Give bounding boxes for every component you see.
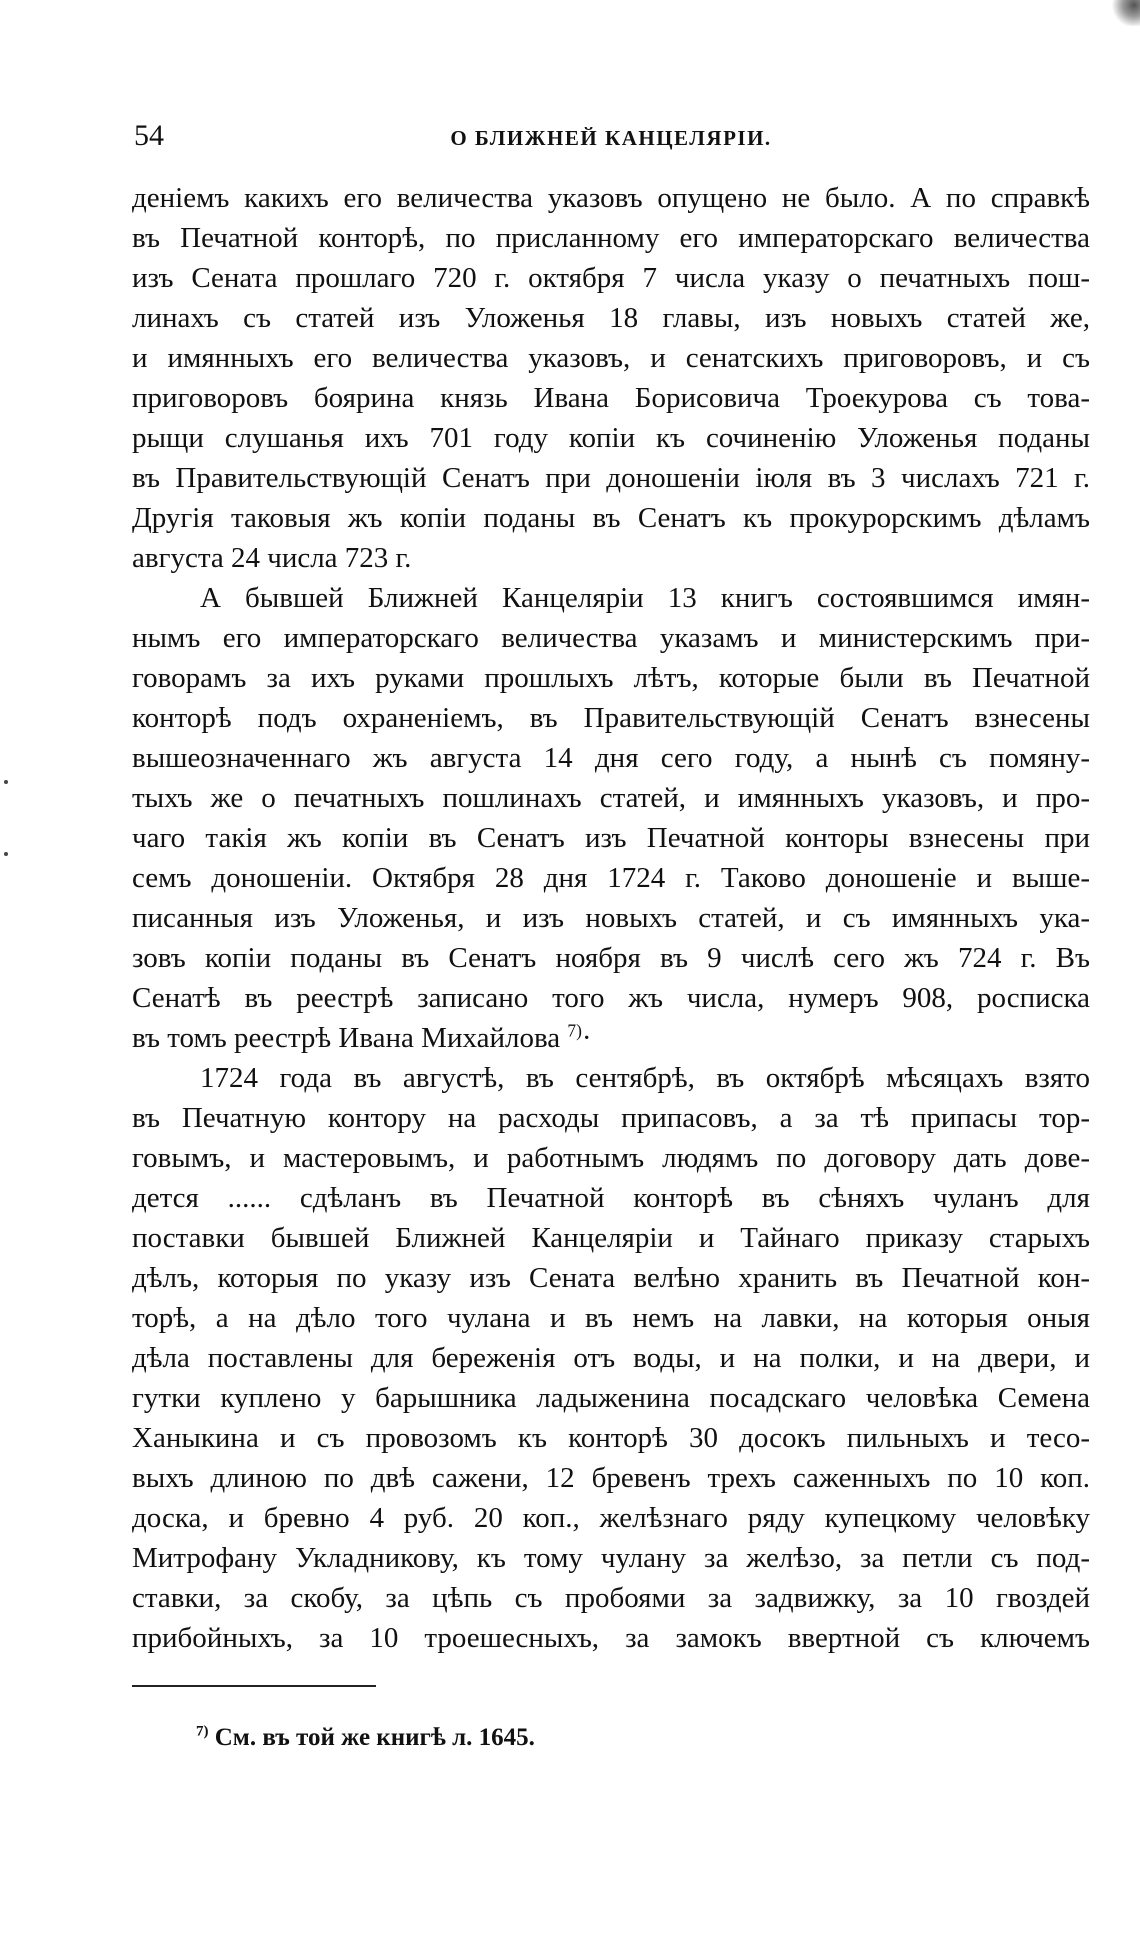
footnote-reference: 7) — [567, 1020, 582, 1041]
text-line: деніемъ какихъ его величества указовъ опущено не было. А по справкѣ — [132, 182, 1090, 214]
footnote-text: См. въ той же книгѣ л. 1645. — [214, 1724, 535, 1751]
footnote-divider — [132, 1685, 376, 1687]
text-line: чаго такія жъ копіи въ Сенатъ изъ Печатной конторы взнесены при — [132, 822, 1090, 854]
page-number: 54 — [134, 119, 164, 152]
text-line: тыхъ же о печатныхъ пошлинахъ статей, и имянныхъ указовъ, и про- — [132, 782, 1090, 814]
text-line: нымъ его императорскаго величества указамъ и министерскимъ при- — [132, 622, 1090, 654]
running-head: О БЛИЖНЕЙ КАНЦЕЛЯРІИ. — [450, 126, 772, 150]
text-line: ставки, за скобу, за цѣпь съ пробоями за задвижку, за 10 гвоздей — [132, 1582, 1090, 1614]
text-line: Ханыкина и съ провозомъ къ конторѣ 30 досокъ пильныхъ и тесо- — [132, 1422, 1090, 1454]
text-line: и имянныхъ его величества указовъ, и сенатскихъ приговоровъ, и съ — [132, 342, 1090, 374]
body-text — [132, 178, 1090, 1658]
text-line: дется ...... сдѣланъ въ Печатной конторѣ въ сѣняхъ чуланъ для — [132, 1182, 1090, 1214]
text-line: изъ Сената прошлаго 720 г. октября 7 числа указу о печатныхъ пош- — [132, 262, 1090, 294]
text-line: въ Правительствующій Сенатъ при доношеніи іюля въ 3 числахъ 721 г. — [132, 462, 1090, 494]
text-line: поставки бывшей Ближней Канцеляріи и Тайнаго приказу старыхъ — [132, 1222, 1090, 1254]
text-line: прибойныхъ, за 10 троешесныхъ, за замокъ ввертной съ ключемъ — [132, 1622, 1090, 1654]
text-line-with-footnote-ref — [132, 1018, 1090, 1058]
text-line: зовъ копіи поданы въ Сенатъ ноября въ 9 числѣ сего жъ 724 г. Въ — [132, 942, 1090, 974]
text-line: въ томъ реестрѣ Ивана Михайлова — [132, 1022, 561, 1054]
footnote — [196, 1720, 535, 1756]
text-line: вышеозначеннаго жъ августа 14 дня сего году, а нынѣ съ помяну- — [132, 742, 1090, 774]
text-line: дѣла поставлены для береженія отъ воды, и на полки, и на двери, и — [132, 1342, 1090, 1374]
text-line: Сенатѣ въ реестрѣ записано того жъ числа, нумеръ 908, росписка — [132, 982, 1090, 1014]
text-line: выхъ длиною по двѣ сажени, 12 бревенъ трехъ саженныхъ по 10 коп. — [132, 1462, 1090, 1494]
text-line: 1724 года въ августѣ, въ сентябрѣ, въ октябрѣ мѣсяцахъ взято — [200, 1062, 1090, 1094]
footnote-reference-dot: · — [581, 1022, 592, 1054]
scan-speck — [4, 852, 8, 856]
text-line: гутки куплено у барышника ладыженина посадскаго человѣка Семена — [132, 1382, 1090, 1414]
text-line: торѣ, а на дѣло того чулана и въ немъ на лавки, на которыя оныя — [132, 1302, 1090, 1334]
page-header — [132, 116, 1090, 156]
text-line: семъ доношеніи. Октября 28 дня 1724 г. Таково доношеніе и выше- — [132, 862, 1090, 894]
footnote-marker: 7) — [196, 1723, 209, 1740]
text-line: говымъ, и мастеровымъ, и работнымъ людямъ по договору дать дове- — [132, 1142, 1090, 1174]
text-line: линахъ съ статей изъ Уложенья 18 главы, изъ новыхъ статей же, — [132, 302, 1090, 334]
text-line: въ Печатную контору на расходы припасовъ, а за тѣ припасы тор- — [132, 1102, 1090, 1134]
text-line: писанныя изъ Уложенья, и изъ новыхъ статей, и съ имянныхъ ука- — [132, 902, 1090, 934]
text-line: Другія таковыя жъ копіи поданы въ Сенатъ къ прокурорскимъ дѣламъ — [132, 502, 1090, 534]
text-line: конторѣ подъ охраненіемъ, въ Правительствующій Сенатъ взнесены — [132, 702, 1090, 734]
text-line: въ Печатной конторѣ, по присланному его императорскаго величества — [132, 222, 1090, 254]
text-line: дѣлъ, которыя по указу изъ Сената велѣно хранить въ Печатной кон- — [132, 1262, 1090, 1294]
text-line: августа 24 числа 723 г. — [132, 542, 412, 574]
text-line: А бывшей Ближней Канцеляріи 13 книгъ состоявшимся имян- — [200, 582, 1090, 614]
text-line: доска, и бревно 4 руб. 20 коп., желѣзнаго ряду купецкому человѣку — [132, 1502, 1090, 1534]
text-line: приговоровъ боярина князь Ивана Борисовича Троекурова съ това- — [132, 382, 1090, 414]
scan-artifact — [1110, 0, 1140, 26]
text-line: говорамъ за ихъ руками прошлыхъ лѣтъ, которые были въ Печатной — [132, 662, 1090, 694]
scan-speck — [4, 780, 8, 784]
text-line: Митрофану Укладникову, къ тому чулану за желѣзо, за петли съ под- — [132, 1542, 1090, 1574]
text-line: рыщи слушанья ихъ 701 году копіи къ сочиненію Уложенья поданы — [132, 422, 1090, 454]
